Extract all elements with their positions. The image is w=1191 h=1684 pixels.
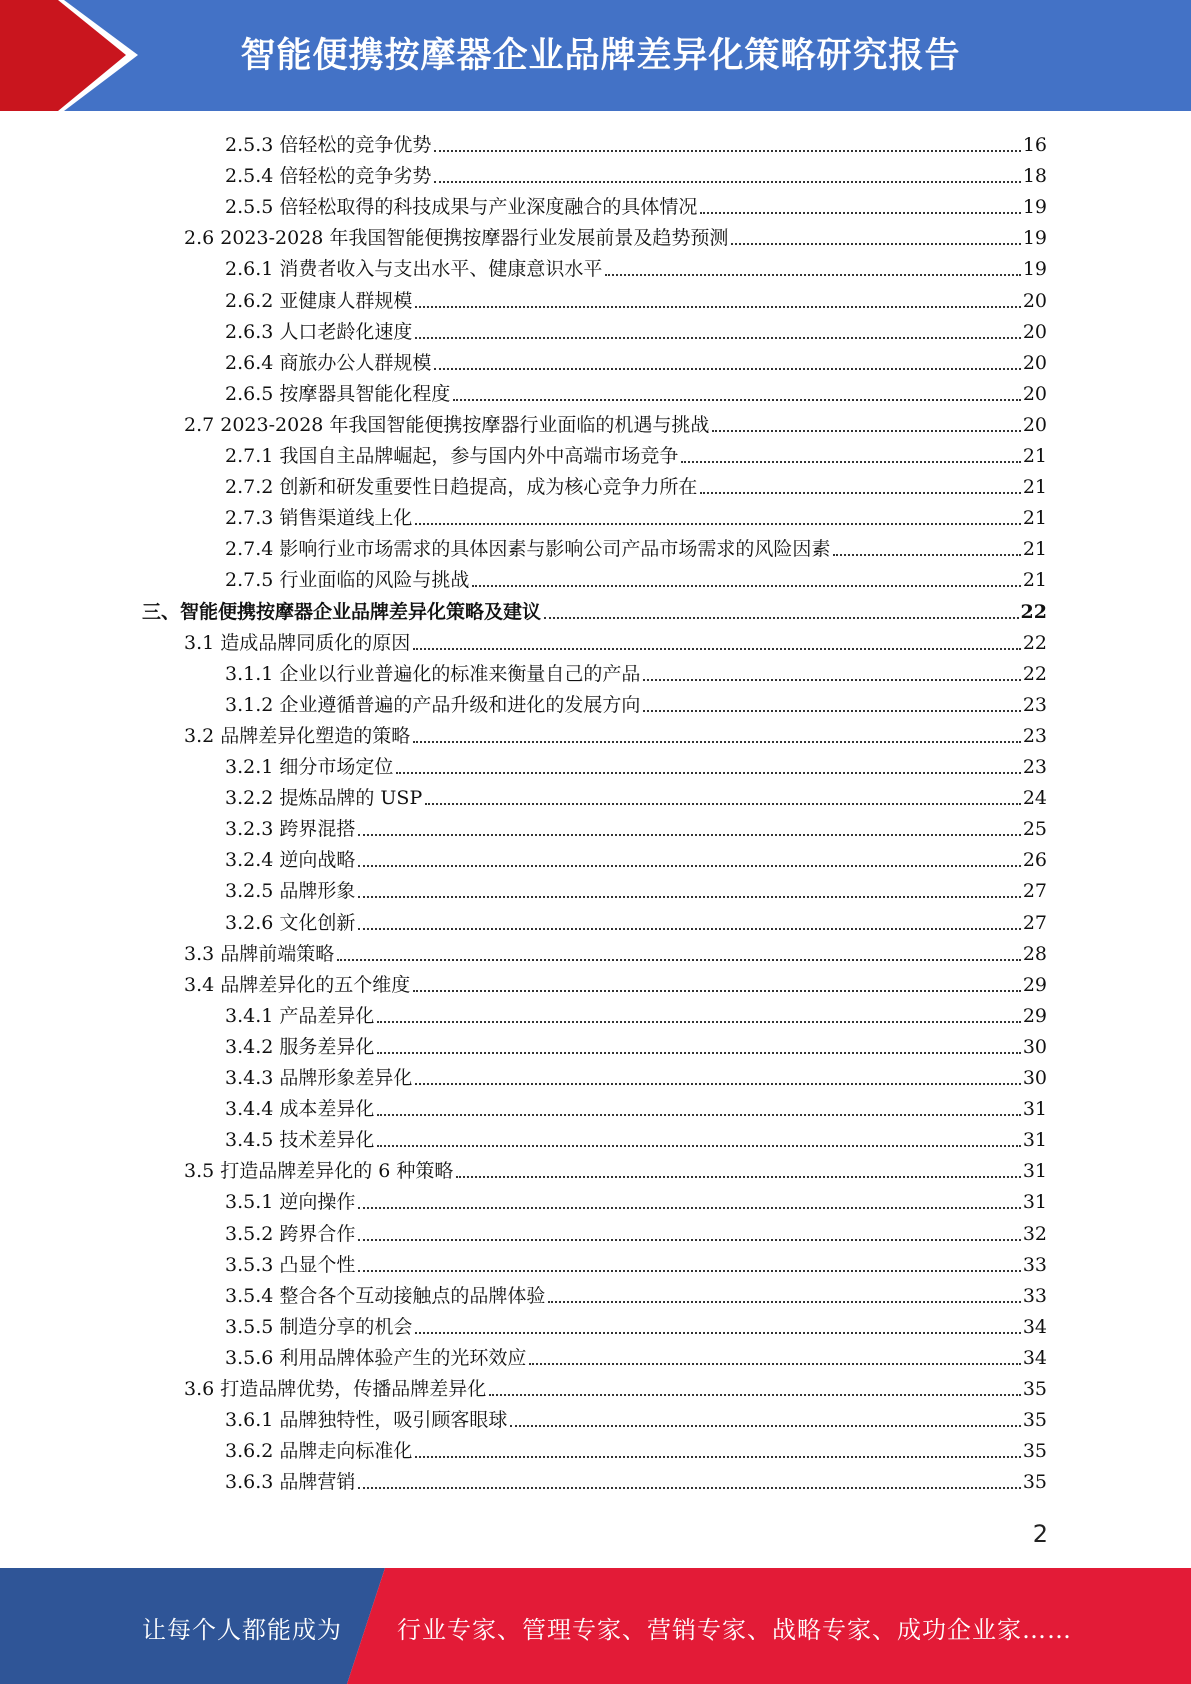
toc-dot-leader	[396, 772, 1020, 774]
header-chevron-decoration	[0, 0, 160, 111]
toc-dot-leader	[415, 1332, 1020, 1334]
toc-entry[interactable]	[225, 499, 1047, 530]
toc-entry-label: 3.6 打造品牌优势，传播品牌差异化	[184, 1378, 487, 1400]
toc-dot-leader	[358, 928, 1020, 930]
toc-entry[interactable]	[225, 1215, 1047, 1246]
toc-entry[interactable]	[225, 1463, 1047, 1494]
toc-entry-label: 三、智能便携按摩器企业品牌差异化策略及建议	[142, 601, 542, 623]
toc-dot-leader	[731, 243, 1020, 245]
toc-entry[interactable]	[225, 1121, 1047, 1152]
toc-entry[interactable]	[225, 779, 1047, 810]
toc-entry[interactable]	[184, 624, 1047, 655]
toc-entry[interactable]	[225, 686, 1047, 717]
toc-dot-leader	[358, 1487, 1020, 1489]
toc-dot-leader	[358, 1239, 1020, 1241]
toc-entry-label: 2.7.2 创新和研发重要性日趋提高，成为核心竞争力所在	[225, 476, 698, 498]
toc-entry-label: 2.6.2 亚健康人群规模	[225, 290, 413, 312]
toc-dot-leader	[413, 990, 1021, 992]
toc-entry[interactable]	[225, 313, 1047, 344]
toc-entry-page: 20	[1022, 383, 1047, 405]
toc-dot-leader	[472, 585, 1020, 587]
toc-entry-label: 3.4 品牌差异化的五个维度	[184, 974, 411, 996]
toc-entry-label: 2.7.3 销售渠道线上化	[225, 507, 413, 529]
toc-dot-leader	[453, 399, 1020, 401]
toc-entry-page: 34	[1022, 1347, 1047, 1369]
toc-entry[interactable]	[225, 437, 1047, 468]
toc-dot-leader	[712, 430, 1020, 432]
toc-entry-label: 3.4.2 服务差异化	[225, 1036, 375, 1058]
toc-entry-label: 3.2.3 跨界混搭	[225, 818, 356, 840]
toc-dot-leader	[510, 1425, 1020, 1427]
toc-entry-page: 21	[1022, 445, 1047, 467]
toc-entry[interactable]	[225, 872, 1047, 903]
toc-entry[interactable]	[225, 1059, 1047, 1090]
toc-entry[interactable]	[225, 1401, 1047, 1432]
toc-entry[interactable]	[225, 1308, 1047, 1339]
toc-entry[interactable]	[225, 1183, 1047, 1214]
toc-entry-page: 23	[1022, 756, 1047, 778]
toc-entry-label: 2.6 2023-2028 年我国智能便携按摩器行业发展前景及趋势预测	[184, 227, 729, 249]
toc-entry-label: 2.5.3 倍轻松的竞争优势	[225, 134, 432, 156]
toc-entry-label: 2.6.5 按摩器具智能化程度	[225, 383, 451, 405]
toc-entry-page: 23	[1022, 725, 1047, 747]
toc-entry-label: 2.6.3 人口老龄化速度	[225, 321, 413, 343]
toc-dot-leader	[377, 1114, 1020, 1116]
toc-entry-page: 33	[1022, 1285, 1047, 1307]
toc-dot-leader	[643, 710, 1020, 712]
toc-entry-label: 3.2.2 提炼品牌的 USP	[225, 787, 423, 809]
toc-entry[interactable]	[225, 748, 1047, 779]
toc-dot-leader	[358, 1207, 1020, 1209]
toc-entry[interactable]	[225, 1339, 1047, 1370]
toc-entry-label: 3.6.1 品牌独特性，吸引顾客眼球	[225, 1409, 508, 1431]
toc-entry[interactable]	[225, 997, 1047, 1028]
toc-entry-page: 22	[1022, 663, 1047, 685]
toc-entry-page: 31	[1022, 1129, 1047, 1151]
toc-entry-label: 3.5.1 逆向操作	[225, 1191, 356, 1213]
toc-entry-page: 26	[1022, 849, 1047, 871]
toc-dot-leader	[700, 492, 1020, 494]
toc-dot-leader	[413, 741, 1021, 743]
toc-entry-page: 24	[1022, 787, 1047, 809]
toc-entry-label: 3.5.5 制造分享的机会	[225, 1316, 413, 1338]
toc-entry-label: 3.1.1 企业以行业普遍化的标准来衡量自己的产品	[225, 663, 641, 685]
toc-dot-leader	[358, 865, 1020, 867]
toc-entry[interactable]	[184, 1370, 1047, 1401]
toc-entry[interactable]	[142, 593, 1047, 624]
toc-dot-leader	[337, 959, 1021, 961]
toc-dot-leader	[643, 679, 1020, 681]
toc-dot-leader	[544, 617, 1019, 619]
toc-entry[interactable]	[184, 935, 1047, 966]
toc-entry-page: 20	[1022, 352, 1047, 374]
toc-entry-page: 19	[1022, 227, 1047, 249]
toc-entry-page: 25	[1022, 818, 1047, 840]
toc-entry-page: 21	[1022, 569, 1047, 591]
toc-entry-page: 31	[1022, 1191, 1047, 1213]
toc-dot-leader	[358, 1270, 1020, 1272]
toc-entry[interactable]	[225, 375, 1047, 406]
toc-dot-leader	[377, 1145, 1020, 1147]
footer-slogan-right: 行业专家、管理专家、营销专家、战略专家、成功企业家……	[397, 1616, 1072, 1644]
toc-entry-page: 23	[1022, 694, 1047, 716]
toc-entry[interactable]	[225, 530, 1047, 561]
toc-entry-label: 2.5.5 倍轻松取得的科技成果与产业深度融合的具体情况	[225, 196, 698, 218]
toc-entry[interactable]	[225, 904, 1047, 935]
toc-entry[interactable]	[184, 406, 1047, 437]
toc-dot-leader	[605, 274, 1020, 276]
toc-entry-label: 2.7 2023-2028 年我国智能便携按摩器行业面临的机遇与挑战	[184, 414, 710, 436]
toc-entry-label: 3.6.2 品牌走向标准化	[225, 1440, 413, 1462]
toc-entry-label: 2.7.1 我国自主品牌崛起，参与国内外中高端市场竞争	[225, 445, 679, 467]
page-footer	[0, 1568, 1191, 1684]
toc-dot-leader	[434, 368, 1020, 370]
toc-entry-page: 29	[1022, 974, 1047, 996]
toc-entry-label: 3.4.1 产品差异化	[225, 1005, 375, 1027]
footer-slogan-left: 让每个人都能成为	[142, 1616, 342, 1644]
toc-entry-page: 32	[1022, 1223, 1047, 1245]
toc-entry-page: 34	[1022, 1316, 1047, 1338]
toc-entry[interactable]	[225, 1277, 1047, 1308]
toc-entry[interactable]	[225, 157, 1047, 188]
toc-entry-page: 35	[1022, 1471, 1047, 1493]
toc-entry[interactable]	[225, 344, 1047, 375]
toc-entry-page: 21	[1022, 507, 1047, 529]
page-header	[0, 0, 1191, 111]
toc-entry-page: 22	[1020, 601, 1047, 623]
toc-entry-page: 21	[1022, 538, 1047, 560]
toc-entry-page: 19	[1022, 196, 1047, 218]
toc-entry-page: 27	[1022, 912, 1047, 934]
toc-dot-leader	[358, 896, 1020, 898]
toc-entry-page: 35	[1022, 1378, 1047, 1400]
toc-entry-label: 2.6.4 商旅办公人群规模	[225, 352, 432, 374]
toc-entry-label: 3.4.3 品牌形象差异化	[225, 1067, 413, 1089]
toc-entry-label: 3.5.4 整合各个互动接触点的品牌体验	[225, 1285, 546, 1307]
toc-entry-page: 16	[1022, 134, 1047, 156]
toc-dot-leader	[415, 523, 1020, 525]
toc-entry-page: 31	[1022, 1098, 1047, 1120]
toc-entry[interactable]	[225, 655, 1047, 686]
toc-entry-label: 3.5.3 凸显个性	[225, 1254, 356, 1276]
toc-entry[interactable]	[184, 219, 1047, 250]
toc-entry[interactable]	[225, 188, 1047, 219]
toc-dot-leader	[358, 834, 1020, 836]
toc-entry[interactable]	[225, 810, 1047, 841]
toc-entry-label: 3.5.6 利用品牌体验产生的光环效应	[225, 1347, 527, 1369]
toc-entry[interactable]	[184, 1152, 1047, 1183]
toc-entry-page: 31	[1022, 1160, 1047, 1182]
toc-entry-label: 2.7.5 行业面临的风险与挑战	[225, 569, 470, 591]
toc-entry-label: 3.4.4 成本差异化	[225, 1098, 375, 1120]
toc-entry-page: 20	[1022, 290, 1047, 312]
toc-entry-page: 33	[1022, 1254, 1047, 1276]
toc-entry[interactable]	[184, 717, 1047, 748]
toc-entry-page: 20	[1022, 321, 1047, 343]
page-number: 2	[1032, 1520, 1048, 1548]
toc-dot-leader	[434, 181, 1020, 183]
toc-entry-page: 19	[1022, 258, 1047, 280]
toc-dot-leader	[681, 461, 1020, 463]
toc-dot-leader	[456, 1176, 1020, 1178]
toc-dot-leader	[425, 803, 1021, 805]
toc-dot-leader	[548, 1301, 1020, 1303]
toc-entry-page: 27	[1022, 880, 1047, 902]
toc-entry-label: 3.1.2 企业遵循普遍的产品升级和进化的发展方向	[225, 694, 641, 716]
toc-entry-label: 2.7.4 影响行业市场需求的具体因素与影响公司产品市场需求的风险因素	[225, 538, 831, 560]
toc-entry-label: 3.2.6 文化创新	[225, 912, 356, 934]
toc-entry-page: 20	[1022, 414, 1047, 436]
toc-dot-leader	[489, 1394, 1021, 1396]
toc-dot-leader	[413, 648, 1021, 650]
toc-entry-label: 3.3 品牌前端策略	[184, 943, 335, 965]
toc-dot-leader	[434, 150, 1020, 152]
toc-entry-label: 2.6.1 消费者收入与支出水平、健康意识水平	[225, 258, 603, 280]
toc-dot-leader	[377, 1021, 1020, 1023]
toc-dot-leader	[529, 1363, 1020, 1365]
toc-entry[interactable]	[225, 126, 1047, 157]
report-title: 智能便携按摩器企业品牌差异化策略研究报告	[240, 36, 961, 76]
toc-dot-leader	[377, 1052, 1020, 1054]
toc-entry-label: 3.1 造成品牌同质化的原因	[184, 632, 411, 654]
toc-entry[interactable]	[225, 468, 1047, 499]
toc-entry-page: 21	[1022, 476, 1047, 498]
toc-entry-label: 3.6.3 品牌营销	[225, 1471, 356, 1493]
toc-entry[interactable]	[225, 1432, 1047, 1463]
toc-entry-page: 30	[1022, 1036, 1047, 1058]
toc-dot-leader	[415, 337, 1020, 339]
toc-entry[interactable]	[184, 966, 1047, 997]
toc-entry-page: 22	[1022, 632, 1047, 654]
toc-entry-label: 3.5.2 跨界合作	[225, 1223, 356, 1245]
toc-entry[interactable]	[225, 1028, 1047, 1059]
toc-entry-label: 3.2.5 品牌形象	[225, 880, 356, 902]
toc-entry[interactable]	[225, 561, 1047, 592]
toc-entry[interactable]	[225, 250, 1047, 281]
toc-dot-leader	[833, 554, 1020, 556]
toc-entry-label: 3.4.5 技术差异化	[225, 1129, 375, 1151]
toc-entry[interactable]	[225, 841, 1047, 872]
toc-entry[interactable]	[225, 282, 1047, 313]
toc-entry-label: 3.2.1 细分市场定位	[225, 756, 394, 778]
toc-entry-label: 3.5 打造品牌差异化的 6 种策略	[184, 1160, 454, 1182]
toc-entry-page: 30	[1022, 1067, 1047, 1089]
toc-entry-label: 3.2.4 逆向战略	[225, 849, 356, 871]
toc-dot-leader	[415, 1456, 1020, 1458]
toc-entry-label: 3.2 品牌差异化塑造的策略	[184, 725, 411, 747]
toc-dot-leader	[415, 306, 1020, 308]
toc-dot-leader	[700, 212, 1020, 214]
toc-entry-page: 29	[1022, 1005, 1047, 1027]
toc-entry[interactable]	[225, 1246, 1047, 1277]
toc-entry-label: 2.5.4 倍轻松的竞争劣势	[225, 165, 432, 187]
toc-entry-page: 35	[1022, 1409, 1047, 1431]
toc-entry-page: 35	[1022, 1440, 1047, 1462]
toc-dot-leader	[415, 1083, 1020, 1085]
toc-entry[interactable]	[225, 1090, 1047, 1121]
toc-entry-page: 18	[1022, 165, 1047, 187]
toc-entry-page: 28	[1022, 943, 1047, 965]
